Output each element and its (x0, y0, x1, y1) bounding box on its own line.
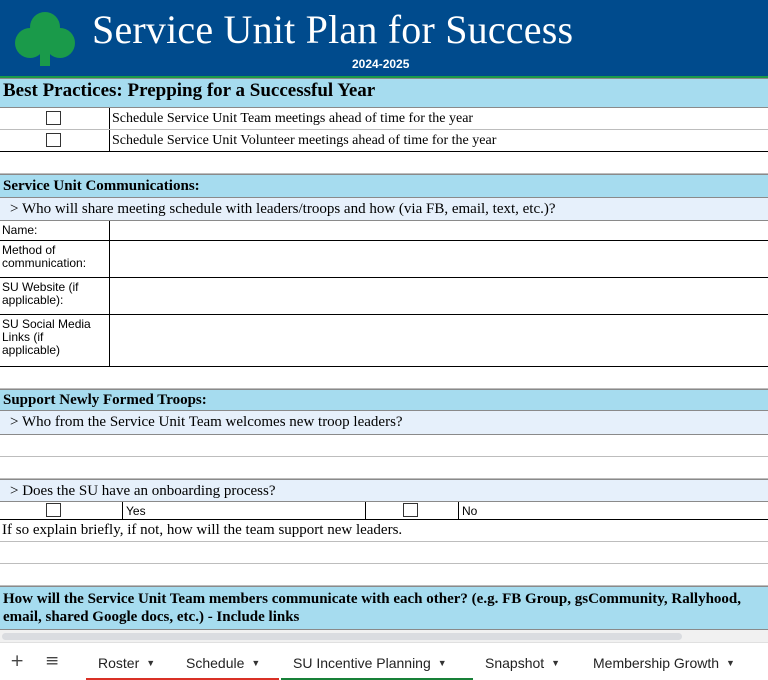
checklist-row (0, 108, 768, 130)
no-label: No (462, 504, 478, 518)
section-heading: Support Newly Formed Troops: (3, 392, 207, 408)
website-input[interactable] (110, 278, 768, 314)
answer-row[interactable] (0, 542, 768, 564)
tab-su-incentive-planning[interactable]: SU Incentive Planning ▼ (281, 643, 473, 680)
section-team-communication (0, 586, 768, 630)
section-new-troops (0, 389, 768, 411)
section-communications (0, 174, 768, 198)
year-label: 2024-2025 (352, 57, 410, 71)
method-row (0, 241, 768, 278)
add-sheet-icon[interactable]: + (10, 651, 25, 671)
explain-text: If so explain briefly, if not, how will the team support new leaders. (2, 522, 403, 538)
no-checkbox[interactable] (403, 503, 418, 517)
tab-roster[interactable]: Roster ▼ (86, 643, 174, 680)
answer-row[interactable] (0, 457, 768, 479)
sheet-tabs-bar (0, 642, 768, 680)
spreadsheet-grid[interactable] (0, 78, 768, 630)
social-label: SU Social Media Links (if applicable) (2, 317, 91, 357)
name-input[interactable] (110, 221, 768, 240)
question-text: > Who from the Service Unit Team welcomes new troop leaders? (10, 414, 403, 430)
yes-label: Yes (126, 504, 146, 518)
website-label: SU Website (if applicable): (2, 280, 79, 307)
name-row (0, 221, 768, 241)
question-text: > Does the SU have an onboarding process? (10, 483, 276, 499)
tab-snapshot[interactable]: Snapshot ▼ (485, 655, 561, 671)
explain-row (0, 520, 768, 542)
page-title: Service Unit Plan for Success (92, 7, 574, 52)
empty-row[interactable] (0, 152, 768, 174)
question-text: > Who will share meeting schedule with leaders/troops and how (via FB, email, text, etc.)? (10, 201, 556, 217)
method-label: Method of communication: (2, 243, 87, 270)
method-input[interactable] (110, 241, 768, 277)
empty-row[interactable] (0, 564, 768, 586)
checkbox[interactable] (46, 111, 61, 125)
tab-membership-growth[interactable]: Membership Growth ▼ (593, 655, 735, 671)
name-label: Name: (2, 223, 38, 237)
checklist-row (0, 130, 768, 152)
yes-checkbox[interactable] (46, 503, 61, 517)
section-best-practices (0, 78, 768, 108)
section-heading: Service Unit Communications: (3, 178, 200, 194)
social-input[interactable] (110, 315, 768, 366)
question-text: How will the Service Unit Team members communicate with each other? (e.g. FB Group, gsCommunity, Rallyhood, email, shared Google docs, etc.) - Include links (3, 591, 742, 625)
chevron-down-icon: ▼ (251, 658, 261, 668)
header-banner (0, 0, 768, 78)
question-row (0, 411, 768, 435)
question-row (0, 479, 768, 502)
website-row (0, 278, 768, 315)
tab-schedule[interactable]: Schedule ▼ (174, 643, 279, 680)
scrollbar-thumb[interactable] (2, 633, 682, 640)
chevron-down-icon: ▼ (726, 658, 735, 668)
horizontal-scrollbar[interactable] (0, 630, 768, 642)
trefoil-icon (14, 10, 76, 68)
empty-row[interactable] (0, 367, 768, 389)
chevron-down-icon: ▼ (146, 658, 156, 668)
answer-row[interactable] (0, 435, 768, 457)
chevron-down-icon: ▼ (437, 658, 447, 668)
checkbox[interactable] (46, 133, 61, 147)
section-heading: Best Practices: Prepping for a Successful Year (3, 80, 376, 101)
question-row (0, 198, 768, 221)
checklist-item-label: Schedule Service Unit Team meetings ahead of time for the year (112, 111, 474, 126)
all-sheets-menu-icon[interactable]: ≡ (45, 651, 60, 671)
yes-no-row (0, 502, 768, 520)
checklist-item-label: Schedule Service Unit Volunteer meetings ahead of time for the year (112, 133, 497, 148)
chevron-down-icon: ▼ (551, 658, 561, 668)
social-row (0, 315, 768, 367)
